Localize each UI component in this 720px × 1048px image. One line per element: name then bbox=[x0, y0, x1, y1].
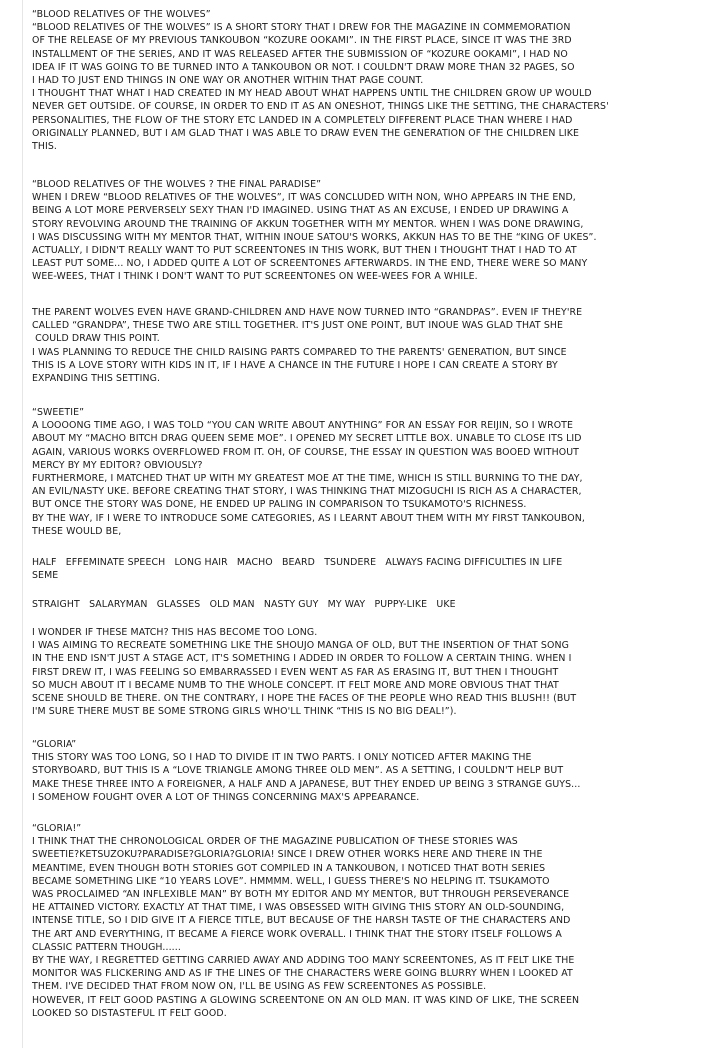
text-section bbox=[32, 738, 698, 804]
text-section bbox=[32, 598, 698, 611]
text-line: WHEN I DREW “BLOOD RELATIVES OF THE WOLVES”, IT WAS CONCLUDED WITH NON, WHO APPEARS IN THE END, bbox=[32, 192, 576, 204]
text-line: BECAME SOMETHING LIKE “10 YEARS LOVE”. HMMMM. WELL, I GUESS THERE'S NO HELPING IT. TSUKAMOTO bbox=[32, 875, 550, 887]
text-line: MERCY BY MY EDITOR? OBVIOUSLY? bbox=[32, 459, 203, 471]
text-line: FIRST DREW IT, I WAS FEELING SO EMBARRASSED I EVEN WENT AS FAR AS ERASING IT, BUT THEN I THOUGHT bbox=[32, 666, 559, 678]
text-line: FURTHERMORE, I MATCHED THAT UP WITH MY GREATEST MOE AT THE TIME, WHICH IS STILL BURNING TO THE DAY, bbox=[32, 473, 583, 485]
text-line: OF THE RELEASE OF MY PREVIOUS TANKOUBON “KOZURE OOKAMI”. IN THE FIRST PLACE, SINCE IT WAS THE 3RD bbox=[32, 35, 572, 47]
text-line: AN EVIL/NASTY UKE. BEFORE CREATING THAT STORY, I WAS THINKING THAT MIZOGUCHI IS RICH AS A CHARACTER, bbox=[32, 486, 582, 498]
text-line: MAKE THESE THREE INTO A FOREIGNER, A HALF AND A JAPANESE, BUT THEY ENDED UP BEING 3 STRANGE GUYS... bbox=[32, 778, 581, 790]
text-line: “GLORIA!” bbox=[32, 823, 82, 834]
text-line: I WONDER IF THESE MATCH? THIS HAS BECOME TOO LONG. bbox=[32, 627, 318, 638]
text-line: HE ATTAINED VICTORY. EXACTLY AT THAT TIME, I WAS OBSESSED WITH GIVING THIS STORY AN OLD-SOUNDING, bbox=[32, 902, 565, 914]
text-line: SO MUCH ABOUT IT I BECAME NUMB TO THE WHOLE CONCEPT. IT FELT MORE AND MORE OBVIOUS THAT THAT bbox=[32, 679, 559, 691]
text-line: HOWEVER, IT FELT GOOD PASTING A GLOWING SCREENTONE ON AN OLD MAN. IT WAS KIND OF LIKE, THE SCREEN bbox=[32, 994, 580, 1006]
text-line: THE PARENT WOLVES EVEN HAVE GRAND-CHILDREN AND HAVE NOW TURNED INTO “GRANDPAS”. EVEN IF THEY'RE bbox=[32, 307, 583, 318]
text-section bbox=[32, 8, 698, 153]
text-line: EXPANDING THIS SETTING. bbox=[32, 373, 161, 385]
text-line: I THINK THAT THE CHRONOLOGICAL ORDER OF THE MAGAZINE PUBLICATION OF THESE STORIES WAS bbox=[32, 836, 518, 848]
text-section bbox=[32, 306, 698, 385]
text-line: THE ART AND EVERYTHING, IT BECAME A FIERCE WORK OVERALL. I THINK THAT THE STORY ITSELF FOLLOWS A bbox=[32, 928, 562, 940]
text-line: PERSONALITIES, THE FLOW OF THE STORY ETC LANDED IN A COMPLETELY DIFFERENT PLACE THAN WHERE I HAD bbox=[32, 114, 573, 126]
text-line: STRAIGHT SALARYMAN GLASSES OLD MAN NASTY GUY MY WAY PUPPY-LIKE UKE bbox=[32, 599, 456, 610]
text-section bbox=[32, 406, 698, 538]
text-line: BUT ONCE THE STORY WAS DONE, HE ENDED UP PALING IN COMPARISON TO TSUKAMOTO'S RICHNESS. bbox=[32, 499, 527, 511]
text-line: BEING A LOT MORE PERVERSELY SEXY THAN I'D IMAGINED. USING THAT AS AN EXCUSE, I ENDED UP DRAWING A bbox=[32, 205, 569, 217]
text-line: INSTALLMENT OF THE SERIES, AND IT WAS RELEASED AFTER THE SUBMISSION OF “KOZURE OOKAMI”, I HAD NO bbox=[32, 48, 568, 60]
text-section bbox=[32, 626, 698, 718]
text-line: NEVER GET OUTSIDE. OF COURSE, IN ORDER TO END IT AS AN ONESHOT, THINGS LIKE THE SETTING, THE CHARACTERS' bbox=[32, 101, 609, 113]
text-line: STORYBOARD, BUT THIS IS A “LOVE TRIANGLE AMONG THREE OLD MEN”. AS A SETTING, I COULDN'T HELP BUT bbox=[32, 765, 564, 777]
text-line: INTENSE TITLE, SO I DID GIVE IT A FIERCE TITLE, BUT BECAUSE OF THE HARSH TASTE OF THE CHARACTERS AND bbox=[32, 915, 571, 927]
text-line: SWEETIE?KETSUZOKU?PARADISE?GLORIA?GLORIA! SINCE I DREW OTHER WORKS HERE AND THERE IN THE bbox=[32, 849, 543, 861]
text-line: HALF EFFEMINATE SPEECH LONG HAIR MACHO BEARD TSUNDERE ALWAYS FACING DIFFICULTIES IN LIFE bbox=[32, 557, 563, 568]
text-line: LOOKED SO DISTASTEFUL IT FELT GOOD. bbox=[32, 1007, 227, 1019]
text-line: I'M SURE THERE MUST BE SOME STRONG GIRLS WHO'LL THINK “THIS IS NO BIG DEAL!”). bbox=[32, 706, 457, 718]
text-line: SEME bbox=[32, 570, 59, 582]
text-line: THIS. bbox=[32, 141, 57, 153]
text-line: I THOUGHT THAT WHAT I HAD CREATED IN MY HEAD ABOUT WHAT HAPPENS UNTIL THE CHILDREN GROW UP WOULD bbox=[32, 88, 592, 100]
text-line: CLASSIC PATTERN THOUGH...... bbox=[32, 941, 181, 953]
text-line: MEANTIME, EVEN THOUGH BOTH STORIES GOT COMPILED IN A TANKOUBON, I NOTICED THAT BOTH SERIES bbox=[32, 862, 546, 874]
text-line: MONITOR WAS FLICKERING AND AS IF THE LINES OF THE CHARACTERS WERE GOING BLURRY WHEN I LOOKED AT bbox=[32, 968, 573, 980]
text-line: COULD DRAW THIS POINT. bbox=[32, 333, 160, 345]
text-line: CALLED “GRANDPA”, THESE TWO ARE STILL TOGETHER. IT'S JUST ONE POINT, BUT INOUE WAS GLAD THAT SHE bbox=[32, 320, 564, 332]
text-line: AGAIN, VARIOUS WORKS OVERFLOWED FROM IT. OH, OF COURSE, THE ESSAY IN QUESTION WAS BOOED WITHOUT bbox=[32, 446, 579, 458]
text-line: “BLOOD RELATIVES OF THE WOLVES” bbox=[32, 9, 211, 20]
text-line: I HAD TO JUST END THINGS IN ONE WAY OR ANOTHER WITHIN THAT PAGE COUNT. bbox=[32, 75, 424, 87]
text-line: ACTUALLY, I DIDN'T REALLY WANT TO PUT SCREENTONES IN THIS WORK, BUT THEN I THOUGHT THAT I HAD TO AT bbox=[32, 245, 577, 257]
text-line: “BLOOD RELATIVES OF THE WOLVES” IS A SHORT STORY THAT I DREW FOR THE MAGAZINE IN COMMEMORATION bbox=[32, 22, 571, 34]
text-line: I WAS PLANNING TO REDUCE THE CHILD RAISING PARTS COMPARED TO THE PARENTS' GENERATION, BUT SINCE bbox=[32, 346, 567, 358]
text-line: THIS STORY WAS TOO LONG, SO I HAD TO DIVIDE IT IN TWO PARTS. I ONLY NOTICED AFTER MAKING THE bbox=[32, 752, 532, 764]
text-line: WAS PROCLAIMED “AN INFLEXIBLE MAN” BY BOTH MY EDITOR AND MY MENTOR, BUT THROUGH PERSEVERANCE bbox=[32, 889, 570, 901]
text-line: BY THE WAY, IF I WERE TO INTRODUCE SOME CATEGORIES, AS I LEARNT ABOUT THEM WITH MY FIRST TANKOUBON, bbox=[32, 512, 585, 524]
text-line: LEAST PUT SOME... NO, I ADDED QUITE A LOT OF SCREENTONES AFTERWARDS. IN THE END, THERE WERE SO MANY bbox=[32, 258, 588, 270]
text-line: STORY REVOLVING AROUND THE TRAINING OF AKKUN TOGETHER WITH MY MENTOR. WHEN I WAS DONE DRAWING, bbox=[32, 218, 584, 230]
text-line: I WAS AIMING TO RECREATE SOMETHING LIKE THE SHOUJO MANGA OF OLD, BUT THE INSERTION OF THAT SONG bbox=[32, 640, 569, 652]
text-line: I SOMEHOW FOUGHT OVER A LOT OF THINGS CONCERNING MAX'S APPEARANCE. bbox=[32, 791, 420, 803]
text-line: THIS IS A LOVE STORY WITH KIDS IN IT, IF I HAVE A CHANCE IN THE FUTURE I HOPE I CAN CREATE A STORY BY bbox=[32, 359, 558, 371]
text-line: A LOOOONG TIME AGO, I WAS TOLD “YOU CAN WRITE ABOUT ANYTHING” FOR AN ESSAY FOR REIJIN, SO I WROTE bbox=[32, 420, 574, 432]
text-line: THEM. I'VE DECIDED THAT FROM NOW ON, I'LL BE USING AS FEW SCREENTONES AS POSSIBLE. bbox=[32, 981, 487, 993]
text-line: BY THE WAY, I REGRETTED GETTING CARRIED AWAY AND ADDING TOO MANY SCREENTONES, AS IT FELT LIKE THE bbox=[32, 955, 575, 967]
text-line: “GLORIA” bbox=[32, 739, 77, 750]
text-line: SCENE SHOULD BE THERE. ON THE CONTRARY, I HOPE THE FACES OF THE PEOPLE WHO READ THIS BLUSH!! (BUT bbox=[32, 693, 577, 705]
text-line: IN THE END ISN'T JUST A STAGE ACT, IT'S SOMETHING I ADDED IN ORDER TO FOLLOW A CERTAIN THING. WHEN I bbox=[32, 653, 572, 665]
text-section bbox=[32, 178, 698, 284]
text-section bbox=[32, 556, 698, 582]
text-line: “BLOOD RELATIVES OF THE WOLVES ? THE FINAL PARADISE” bbox=[32, 179, 322, 190]
text-line: ABOUT MY “MACHO BITCH DRAG QUEEN SEME MOE”. I OPENED MY SECRET LITTLE BOX. UNABLE TO CLOSE ITS LID bbox=[32, 433, 582, 445]
text-line: ORIGINALLY PLANNED, BUT I AM GLAD THAT I WAS ABLE TO DRAW EVEN THE GENERATION OF THE CHILDREN LIKE bbox=[32, 127, 580, 139]
text-line: I WAS DISCUSSING WITH MY MENTOR THAT, WITHIN INOUE SATOU'S WORKS, AKKUN HAS TO BE THE “KING OF UKES”. bbox=[32, 231, 597, 243]
text-line: “SWEETIE” bbox=[32, 407, 85, 418]
text-line: THESE WOULD BE, bbox=[32, 525, 122, 537]
text-line: IDEA IF IT WAS GOING TO BE TURNED INTO A TANKOUBON OR NOT. I COULDN'T DRAW MORE THAN 32 PAGES, SO bbox=[32, 61, 575, 73]
text-section bbox=[32, 822, 698, 1020]
text-line: WEE-WEES, THAT I THINK I DON'T WANT TO PUT SCREENTONES ON WEE-WEES FOR A WHILE. bbox=[32, 271, 478, 283]
